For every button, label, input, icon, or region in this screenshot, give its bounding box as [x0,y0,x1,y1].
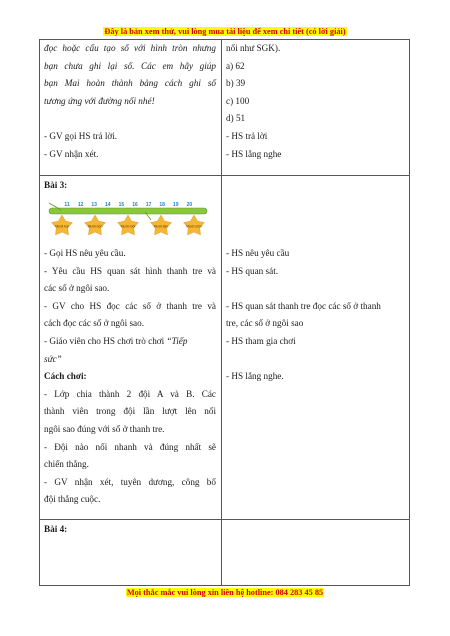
bamboo-number: 13 [91,202,97,208]
bamboo-star-illustration [45,196,211,238]
star-label: Mười một [120,224,136,229]
bamboo-number: 16 [132,202,138,208]
section1-right: nối như SGK). a) 62 b) 39 c) 100 d) 51 - HS trả lời - HS lắng nghe [226,43,282,159]
bamboo-number: 15 [118,202,125,208]
section2-left: - Gọi HS nêu yêu cầu. - Yêu cầu HS quan sát hình thanh tre và các số ở ngôi sao. - GV cho HS đọc các số ở thanh tre và cách đọc các số ở ngôi sao. - Giáo viên cho HS chơi trò chơi “Tiếp sức” Cách chơi: - Lớp chia thành 2 đội A và B. Các thành viên trong đội lần lượt lên nối ngôi sao đúng với số ở thanh tre. - Đội nào nối nhanh và đúng nhất sẽ chiến thắng. - GV nhận xét, tuyên dương, công bố đội thắng cuộc. [44,248,216,505]
bamboo-number-labels [64,202,192,208]
table-border-left [39,39,40,586]
star-cards [52,215,205,235]
bamboo-number: 11 [64,202,70,208]
star-label: Mười hai [55,224,69,229]
star-label: Mười chín [186,224,202,229]
lesson-table [39,39,410,586]
bottom-banner: Mọi thắc mắc vui lòng xin liên hệ hotline: 084 283 45 85 [126,588,324,597]
section2-right: - HS nêu yêu cầu - HS quan sát. - HS quan sát thanh tre đọc các số ở thanh tre, các số ở ngôi sao - HS tham gia chơi - HS lắng nghe. [226,248,381,382]
bamboo-stick [49,208,207,214]
bamboo-number: 20 [186,202,193,208]
table-border-bottom [39,585,410,586]
star-label: Mười bốn [87,224,103,229]
table-border-right [409,39,410,586]
bamboo-number: 19 [173,202,179,208]
bamboo-number: 18 [159,202,165,208]
section2-heading: Bài 3: [44,180,68,190]
bamboo-number: 17 [145,202,152,208]
row-divider-1 [39,175,410,176]
bamboo-number: 14 [105,202,111,208]
row-divider-2 [39,519,410,520]
column-divider [221,39,222,586]
top-banner: Đây là bản xem thử, vui lòng mua tài liệu để xem chi tiết (có lời giải) [104,27,346,36]
star-label: Mười tám [153,224,169,229]
section3-heading: Bài 4: [44,524,68,534]
bamboo-number: 12 [77,202,84,208]
section1-left: đọc hoặc cấu tạo số với hình tròn nhưng bạn chưa ghi lại số. Các em hãy giúp bạn Mai hoàn thành bảng cách ghi số tương ứng với đường nối nhé! - GV gọi HS trả lời. - GV nhận xét. [44,43,216,159]
